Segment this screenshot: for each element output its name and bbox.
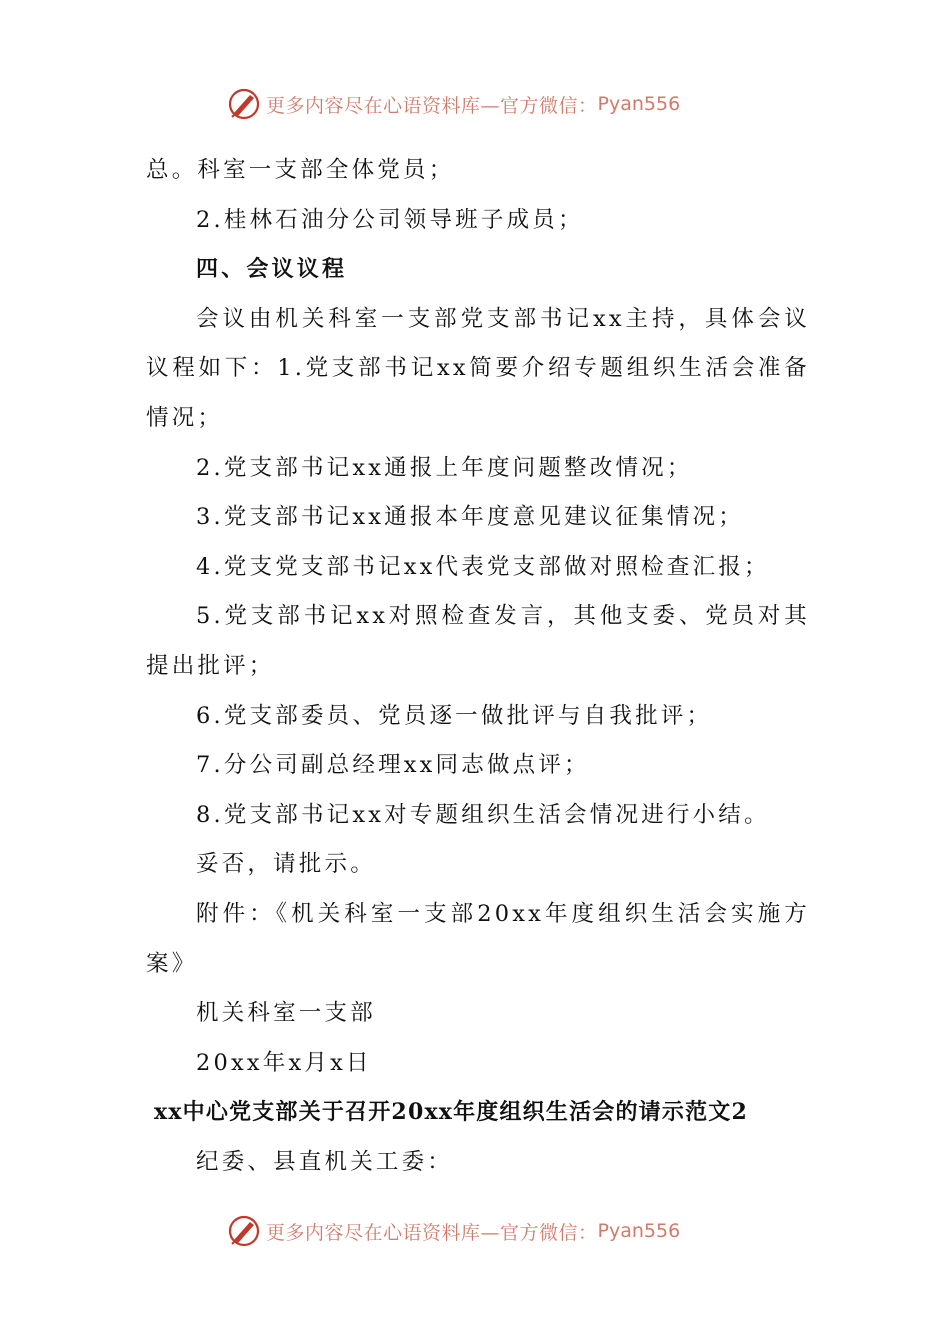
attachment-line: 附件：《机关科室一支部20xx年度组织生活会实施方案》 (146, 900, 810, 977)
paragraph: 总。科室一支部全体党员； (146, 157, 455, 183)
watermark-text: 更多内容尽在心语资料库—官方微信： (266, 1221, 598, 1244)
paragraph: 8.党支部书记xx对专题组织生活会情况进行小结。 (196, 801, 770, 828)
paragraph: 7.分公司副总经理xx同志做点评； (196, 752, 590, 779)
watermark-footer (226, 1211, 726, 1251)
paragraph: 5.党支部书记xx对照检查发言，其他支委、党员对其提出批评； (146, 603, 810, 679)
paragraph: 2.党支部书记xx通报上年度问题整改情况； (196, 454, 693, 481)
paragraph: 4.党支党支部书记xx代表党支部做对照检查汇报； (196, 553, 770, 580)
watermark-text: 更多内容尽在心语资料库—官方微信： (266, 94, 598, 117)
watermark-wechat-id: Pyan556 (597, 1220, 681, 1242)
signature-date: 20xx年x月x日 (196, 1049, 372, 1076)
document-body (146, 146, 810, 1187)
paragraph: 纪委、县直机关工委： (196, 1148, 454, 1175)
watermark-header (226, 84, 726, 124)
pen-logo-icon (226, 1213, 262, 1249)
paragraph: 2.桂林石油分公司领导班子成员； (196, 206, 584, 233)
watermark-wechat-id: Pyan556 (597, 93, 681, 115)
signature-org: 机关科室一支部 (196, 1000, 376, 1027)
paragraph: 6.党支部委员、党员逐一做批评与自我批评； (196, 702, 713, 729)
paragraph: 3.党支部书记xx通报本年度意见建议征集情况； (196, 504, 744, 531)
paragraph: 会议由机关科室一支部党支部书记xx主持，具体会议议程如下：1.党支部书记xx简要介绍专题组织生活会准备情况； (146, 305, 810, 431)
pen-logo-icon (226, 86, 262, 122)
document-title: xx中心党支部关于召开20xx年度组织生活会的请示范文2 (154, 1099, 748, 1126)
paragraph: 妥否，请批示。 (196, 851, 376, 878)
section-heading: 四、会议议程 (196, 257, 348, 283)
